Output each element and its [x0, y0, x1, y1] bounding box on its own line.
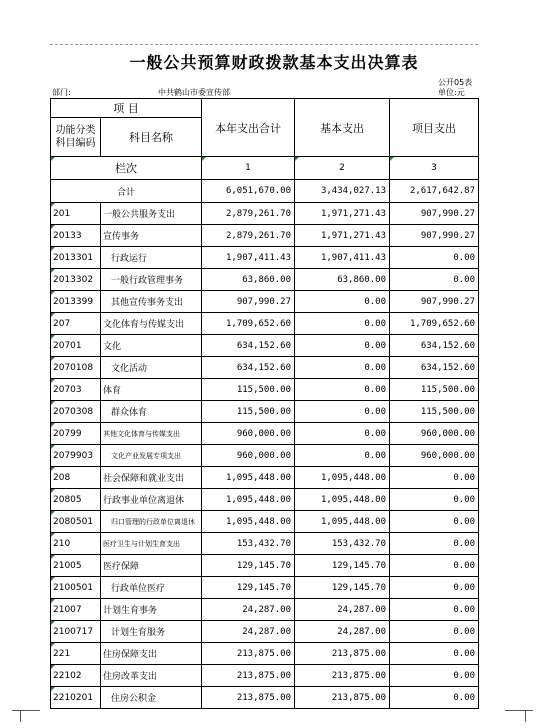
- header-project: 项目支出: [390, 99, 479, 157]
- cell-marker: [51, 335, 55, 339]
- value-basic: 0.00: [295, 401, 390, 423]
- crop-mark-left-h: [12, 710, 40, 711]
- subject-code: 20703: [51, 379, 101, 401]
- cell-marker: [202, 157, 206, 161]
- subject-name: 一般公共服务支出: [101, 203, 202, 225]
- cell-marker: [51, 225, 55, 229]
- header-total: 本年支出合计: [202, 99, 295, 157]
- value-project: 0.00: [390, 269, 479, 291]
- value-total: 129,145.70: [202, 577, 295, 599]
- table-row: [51, 445, 479, 467]
- cell-marker: [51, 291, 55, 295]
- dept-name: 中共鹤山市委宣传部: [158, 88, 230, 97]
- subject-code: 2070108: [51, 357, 101, 379]
- value-total: 1,095,448.00: [202, 511, 295, 533]
- crop-mark-left: [8, 710, 21, 722]
- cell-marker: [51, 511, 55, 515]
- subject-code: 201: [51, 203, 101, 225]
- table-row: [51, 577, 479, 599]
- value-total: 213,875.00: [202, 665, 295, 687]
- index-row: [51, 157, 479, 180]
- value-project: 0.00: [390, 489, 479, 511]
- table-row: [51, 467, 479, 489]
- subject-name: 其他宣传事务支出: [101, 291, 202, 313]
- subject-name: 医疗保障: [101, 555, 202, 577]
- cell-marker: [51, 247, 55, 251]
- value-total: 1,095,448.00: [202, 489, 295, 511]
- table-row: [51, 511, 479, 533]
- cell-marker: [51, 555, 55, 559]
- value-basic: 0.00: [295, 445, 390, 467]
- subject-code: 2013399: [51, 291, 101, 313]
- value-total: 24,287.00: [202, 599, 295, 621]
- table-row: [51, 401, 479, 423]
- value-basic: 213,875.00: [295, 665, 390, 687]
- value-basic: 129,145.70: [295, 577, 390, 599]
- cell-marker: [51, 445, 55, 449]
- value-total: 129,145.70: [202, 555, 295, 577]
- subject-code: 2100717: [51, 621, 101, 643]
- subject-name: 住房保障支出: [101, 643, 202, 665]
- subject-name: 医疗卫生与计划生育支出: [101, 533, 202, 555]
- subject-name: 文化活动: [101, 357, 202, 379]
- table-row: [51, 269, 479, 291]
- value-project: 1,709,652.60: [390, 313, 479, 335]
- subject-code: 21005: [51, 555, 101, 577]
- table-row: [51, 379, 479, 401]
- value-basic: 129,145.70: [295, 555, 390, 577]
- value-project: 0.00: [390, 577, 479, 599]
- value-project: 634,152.60: [390, 357, 479, 379]
- value-project: 0.00: [390, 533, 479, 555]
- value-project: 0.00: [390, 687, 479, 709]
- page-title: 一般公共预算财政拨款基本支出决算表: [129, 53, 419, 72]
- value-basic: 1,907,411.43: [295, 247, 390, 269]
- cell-marker: [51, 157, 55, 161]
- value-project: 907,990.27: [390, 225, 479, 247]
- value-project: 907,990.27: [390, 291, 479, 313]
- cell-marker: [51, 643, 55, 647]
- subject-code: 2100501: [51, 577, 101, 599]
- subject-code: 20799: [51, 423, 101, 445]
- cell-marker: [51, 423, 55, 427]
- subject-code: 20805: [51, 489, 101, 511]
- subject-name: 文化体育与传媒支出: [101, 313, 202, 335]
- value-basic: 1,095,448.00: [295, 511, 390, 533]
- cell-marker: [51, 665, 55, 669]
- subject-code: 2070308: [51, 401, 101, 423]
- expenditure-table: [50, 98, 479, 709]
- cell-marker: [51, 533, 55, 537]
- subject-code: 2080501: [51, 511, 101, 533]
- value-basic: 153,432.70: [295, 533, 390, 555]
- value-total: 1,095,448.00: [202, 467, 295, 489]
- table-row: [51, 291, 479, 313]
- cell-marker: [390, 157, 394, 161]
- value-basic: 1,971,271.43: [295, 225, 390, 247]
- value-total: 960,000.00: [202, 445, 295, 467]
- subject-name: 一般行政管理事务: [101, 269, 202, 291]
- subject-code: 21007: [51, 599, 101, 621]
- index-3: 3: [390, 157, 479, 180]
- value-basic: 24,287.00: [295, 599, 390, 621]
- value-total: 960,000.00: [202, 423, 295, 445]
- value-total: 2,879,261.70: [202, 203, 295, 225]
- subject-name: 住房公积金: [101, 687, 202, 709]
- table-row: [51, 203, 479, 225]
- subject-name: 住房改革支出: [101, 665, 202, 687]
- subject-code: 210: [51, 533, 101, 555]
- dept-label: 部门:: [52, 88, 71, 97]
- value-total: 115,500.00: [202, 379, 295, 401]
- subject-name: 其他文化体育与传媒支出: [101, 423, 202, 445]
- subject-name: 体育: [101, 379, 202, 401]
- cell-marker: [51, 269, 55, 273]
- value-total: 115,500.00: [202, 401, 295, 423]
- header-func-code: 功能分类 科目编码: [51, 118, 101, 157]
- subject-name: 行政事业单位离退休: [101, 489, 202, 511]
- value-basic: 1,095,448.00: [295, 489, 390, 511]
- value-total: 1,907,411.43: [202, 247, 295, 269]
- value-project: 0.00: [390, 621, 479, 643]
- subject-code: 208: [51, 467, 101, 489]
- table-row: [51, 423, 479, 445]
- value-project: 634,152.60: [390, 335, 479, 357]
- index-label: 栏次: [51, 157, 202, 180]
- subject-code: 2210201: [51, 687, 101, 709]
- subject-code: 2079903: [51, 445, 101, 467]
- table-row: [51, 357, 479, 379]
- table-row: [51, 599, 479, 621]
- total-project: 2,617,642.87: [390, 180, 479, 203]
- table-row: [51, 687, 479, 709]
- cell-marker: [51, 577, 55, 581]
- table-row: [51, 621, 479, 643]
- cell-marker: [51, 621, 55, 625]
- index-2: 2: [295, 157, 390, 180]
- value-basic: 0.00: [295, 423, 390, 445]
- value-basic: 0.00: [295, 357, 390, 379]
- subject-name: 群众体育: [101, 401, 202, 423]
- cell-marker: [51, 467, 55, 471]
- subject-code: 22102: [51, 665, 101, 687]
- subject-name: 行政运行: [101, 247, 202, 269]
- subject-name: 行政单位医疗: [101, 577, 202, 599]
- value-project: 0.00: [390, 665, 479, 687]
- value-total: 24,287.00: [202, 621, 295, 643]
- total-basic: 3,434,027.13: [295, 180, 390, 203]
- value-basic: 0.00: [295, 291, 390, 313]
- header-item: 项 目: [51, 99, 202, 118]
- cell-marker: [51, 489, 55, 493]
- value-total: 634,152.60: [202, 357, 295, 379]
- subject-name: 文化产业发展专项支出: [101, 445, 202, 467]
- cell-marker: [295, 157, 299, 161]
- subject-name: 社会保障和就业支出: [101, 467, 202, 489]
- cell-marker: [51, 401, 55, 405]
- subject-code: 20133: [51, 225, 101, 247]
- value-total: 634,152.60: [202, 335, 295, 357]
- table-row: [51, 555, 479, 577]
- value-basic: 1,971,271.43: [295, 203, 390, 225]
- value-basic: 213,875.00: [295, 687, 390, 709]
- subject-name: 计划生育事务: [101, 599, 202, 621]
- cell-marker: [51, 599, 55, 603]
- total-label: 合计: [51, 180, 202, 203]
- table-row: [51, 533, 479, 555]
- subject-code: 2013302: [51, 269, 101, 291]
- subject-name: 文化: [101, 335, 202, 357]
- cell-marker: [51, 687, 55, 691]
- subject-name: 计划生育服务: [101, 621, 202, 643]
- top-divider: [50, 44, 478, 45]
- table-row: [51, 247, 479, 269]
- value-basic: 63,860.00: [295, 269, 390, 291]
- subject-code: 20701: [51, 335, 101, 357]
- header-func-name: 科目名称: [101, 118, 202, 157]
- cell-marker: [51, 379, 55, 383]
- header-basic: 基本支出: [295, 99, 390, 157]
- value-basic: 0.00: [295, 335, 390, 357]
- value-total: 1,709,652.60: [202, 313, 295, 335]
- cell-marker: [51, 313, 55, 317]
- table-row: [51, 489, 479, 511]
- value-project: 0.00: [390, 467, 479, 489]
- value-basic: 24,287.00: [295, 621, 390, 643]
- unit-label: 单位:元: [438, 88, 465, 97]
- value-project: 0.00: [390, 599, 479, 621]
- value-project: 907,990.27: [390, 203, 479, 225]
- value-basic: 0.00: [295, 313, 390, 335]
- value-project: 0.00: [390, 555, 479, 577]
- value-project: 115,500.00: [390, 379, 479, 401]
- table-row: [51, 665, 479, 687]
- value-project: 115,500.00: [390, 401, 479, 423]
- form-code: 公开05表: [438, 78, 473, 87]
- value-total: 2,879,261.70: [202, 225, 295, 247]
- value-basic: 213,875.00: [295, 643, 390, 665]
- table-row: [51, 643, 479, 665]
- table-row: [51, 335, 479, 357]
- cell-marker: [51, 357, 55, 361]
- value-project: 0.00: [390, 247, 479, 269]
- value-project: 960,000.00: [390, 445, 479, 467]
- subject-name: 宣传事务: [101, 225, 202, 247]
- value-total: 213,875.00: [202, 687, 295, 709]
- value-total: 63,860.00: [202, 269, 295, 291]
- value-total: 907,990.27: [202, 291, 295, 313]
- cell-marker: [51, 203, 55, 207]
- value-project: 960,000.00: [390, 423, 479, 445]
- value-basic: 0.00: [295, 379, 390, 401]
- value-total: 213,875.00: [202, 643, 295, 665]
- table-row: [51, 313, 479, 335]
- subject-name: 归口管理的行政单位离退休: [101, 511, 202, 533]
- total-row: [51, 180, 479, 203]
- header-row-item: [51, 99, 479, 118]
- total-sum: 6,051,670.00: [202, 180, 295, 203]
- crop-mark-right: [525, 710, 538, 722]
- value-total: 153,432.70: [202, 533, 295, 555]
- value-basic: 1,095,448.00: [295, 467, 390, 489]
- value-project: 0.00: [390, 511, 479, 533]
- value-project: 0.00: [390, 643, 479, 665]
- table-row: [51, 225, 479, 247]
- subject-code: 221: [51, 643, 101, 665]
- index-1: 1: [202, 157, 295, 180]
- subject-code: 207: [51, 313, 101, 335]
- subject-code: 2013301: [51, 247, 101, 269]
